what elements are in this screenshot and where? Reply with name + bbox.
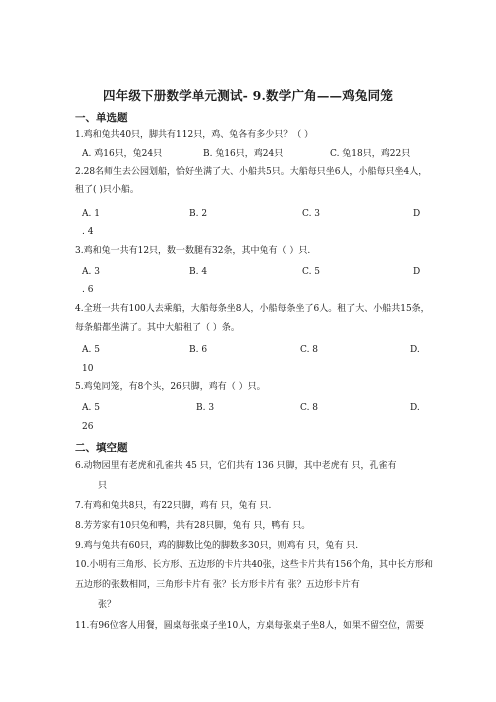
question-2-line-2: 租了( )只小船。 (75, 185, 139, 195)
q5-option-d-wrap: 26 (82, 422, 94, 432)
q4-option-b: B. 6 (189, 345, 208, 355)
q3-option-d-wrap: . 6 (82, 285, 94, 295)
question-7: 7.有鸡和兔共8只，有22只脚，鸡有 只，兔有 只. (75, 501, 272, 511)
q2-option-d: D (413, 209, 421, 219)
q2-option-d-wrap: . 4 (82, 227, 94, 237)
question-3: 3.鸡和兔一共有12只，数一数腿有32条，其中兔有（ ）只. (75, 246, 311, 256)
q1-option-a: A. 鸡16只，兔24只 (82, 149, 163, 159)
page-title: 四年级下册数学单元测试- 9.数学广角——鸡兔同笼 (102, 88, 394, 103)
q3-option-b: B. 4 (189, 267, 208, 277)
q2-option-a: A. 1 (82, 209, 100, 219)
q2-option-b: B. 2 (189, 209, 208, 219)
q5-option-b: B. 3 (196, 403, 215, 413)
question-6-line-2: 只 (98, 481, 108, 491)
q3-option-d: D (413, 267, 421, 277)
q5-option-c: C. 8 (300, 403, 319, 413)
q1-option-b: B. 兔16只，鸡24只 (203, 149, 284, 159)
q4-option-d: D. (410, 345, 420, 355)
q5-option-a: A. 5 (82, 403, 100, 413)
q4-option-a: A. 5 (82, 345, 100, 355)
question-5: 5.鸡兔同笼，有8个头，26只脚，鸡有（ ）只。 (75, 382, 266, 392)
q4-option-d-wrap: 10 (82, 364, 94, 374)
q3-option-a: A. 3 (82, 267, 100, 277)
q3-option-c: C. 5 (302, 267, 321, 277)
q4-option-c: C. 8 (300, 345, 319, 355)
section-heading-fill-in: 二、填空题 (75, 442, 128, 454)
question-10-line-2: 五边形的张数相同，三角形卡片有 张？长方形卡片有 张？五边形卡片有 (75, 580, 360, 590)
question-9: 9.鸡与兔共有60只，鸡的脚数比兔的脚数多30只，则鸡有 只，兔有 只. (75, 541, 359, 551)
q2-option-c: C. 3 (302, 209, 321, 219)
question-4-line-2: 每条船都坐满了。其中大船租了（ ）条。 (75, 323, 240, 333)
q5-option-d: D. (410, 403, 420, 413)
q1-option-c: C. 兔18只，鸡22只 (330, 149, 411, 159)
section-heading-multiple-choice: 一、单选题 (75, 112, 128, 124)
question-4-line-1: 4.全班一共有100人去乘船，大船每条坐8人，小船每条坐了6人。租了大、小船共15条， (75, 304, 430, 314)
question-10-line-1: 10.小明有三角形、长方形、五边形的卡片共40张，这些卡片共有156个角，其中长方形和 (75, 560, 433, 570)
question-6-line-1: 6.动物园里有老虎和孔雀共 45 只，它们共有 136 只脚，其中老虎有 只，孔雀有 (75, 461, 397, 471)
question-11: 11.有96位客人用餐，圆桌每张桌子坐10人，方桌每张桌子坐8人，如果不留空位，需要 (75, 621, 424, 631)
question-10-line-3: 张？ (98, 600, 117, 610)
question-2-line-1: 2.28名师生去公园划船，恰好坐满了大、小船共5只。大船每只坐6人，小船每只坐4人， (75, 167, 428, 177)
question-8: 8.芳芳家有10只兔和鸭，共有28只脚，兔有 只，鸭有 只。 (75, 521, 311, 531)
question-1: 1.鸡和兔共40只，脚共有112只，鸡、兔各有多少只？（ ） (75, 130, 314, 140)
